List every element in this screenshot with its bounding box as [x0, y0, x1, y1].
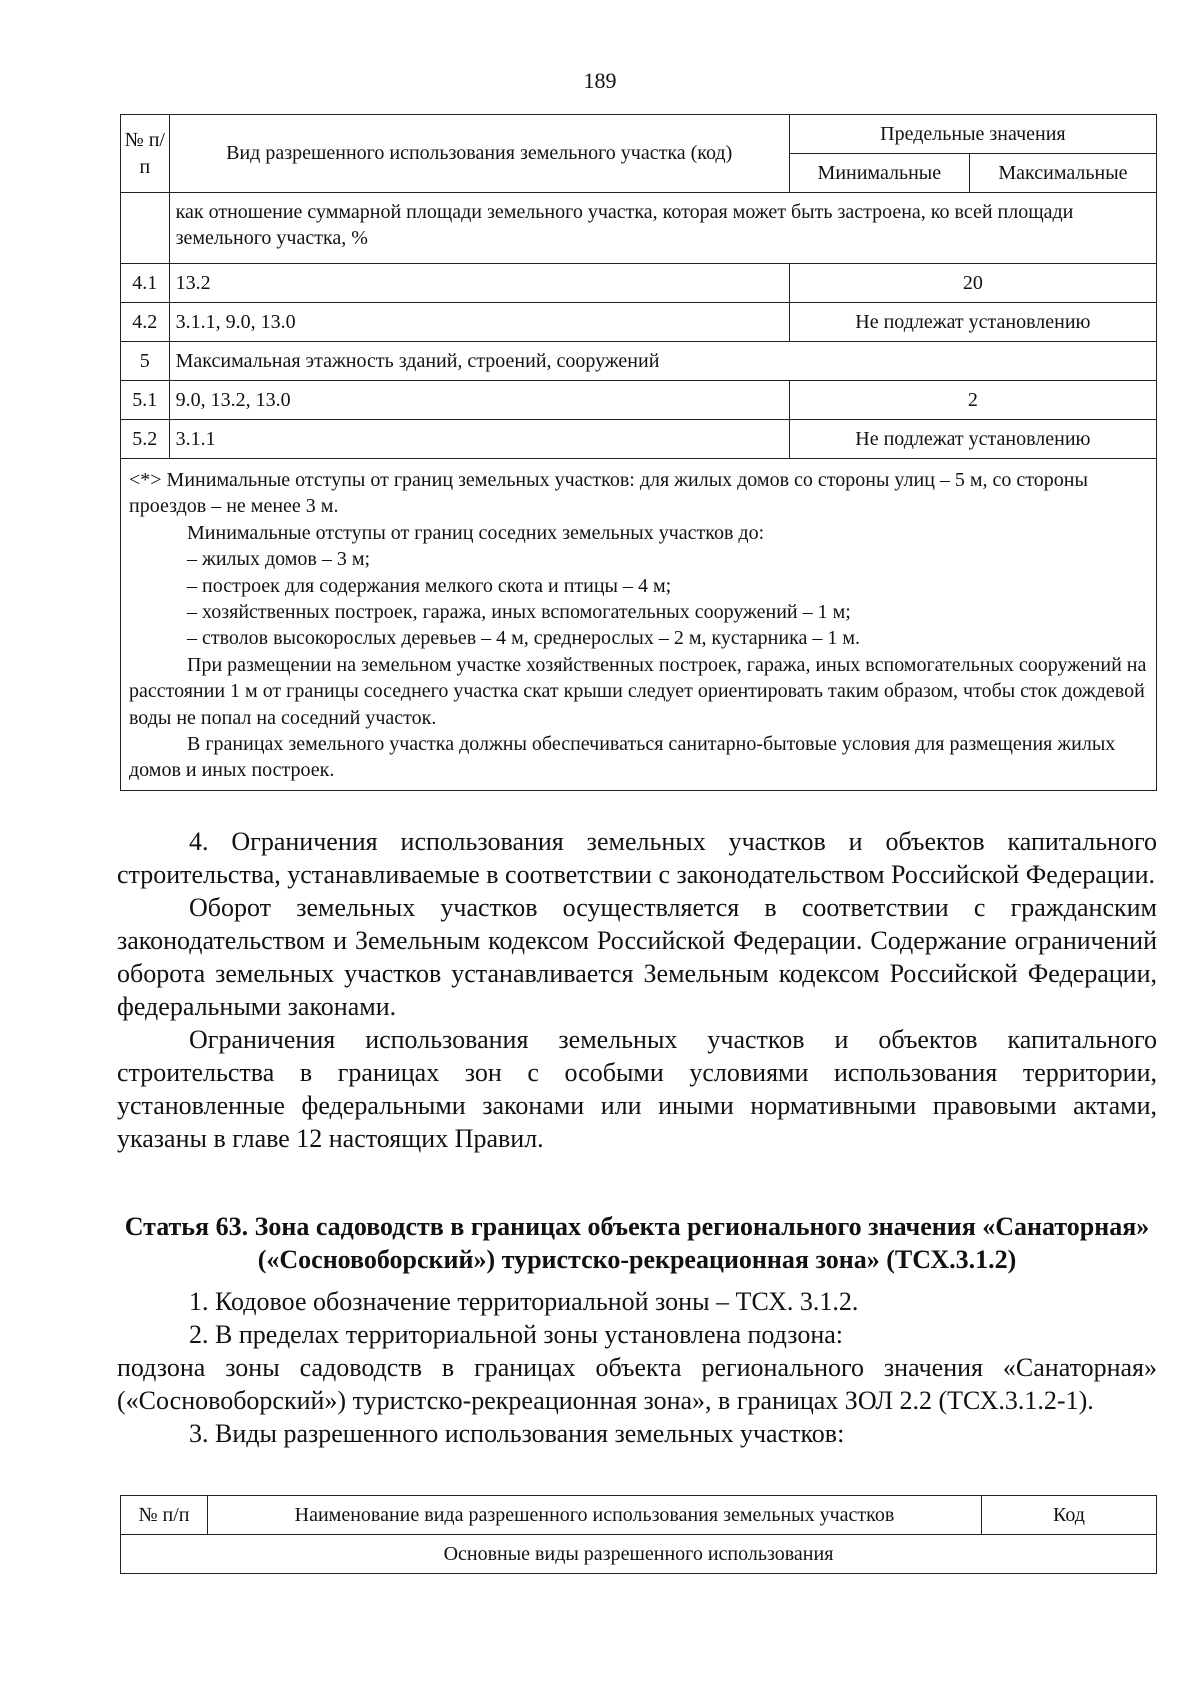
note-dash-item: – хозяйственных построек, гаража, иных вспомогательных сооружений – 1 м; [187, 600, 851, 623]
row-num: 5.2 [121, 420, 170, 459]
header-limits: Предельные значения [789, 115, 1156, 154]
table-row [121, 303, 1157, 342]
table-row [121, 264, 1157, 303]
row-num: 4.1 [121, 264, 170, 303]
continued-text: как отношение суммарной площади земельного участка, которая может быть застроена, ко всей площади земельного участка, % [169, 193, 1156, 264]
paragraph: 4. Ограничения использования земельных участков и объектов капитального строительства, устанавливаемые в соответствии с законодательством Российской Федерации. [117, 827, 1157, 889]
body-text-section [117, 825, 1157, 1155]
note-dash-item: – жилых домов – 3 м; [187, 548, 371, 571]
row-code: 3.1.1, 9.0, 13.0 [169, 303, 789, 342]
note-dash-item: – построек для содержания мелкого скота и птицы – 4 м; [187, 574, 672, 597]
paragraph: 3. Виды разрешенного использования земельных участков: [189, 1419, 845, 1448]
header-num: № п/п [121, 115, 170, 193]
section-row: Основные виды разрешенного использования [121, 1535, 1157, 1574]
row-num: 4.2 [121, 303, 170, 342]
header-kind: Вид разрешенного использования земельного участка (код) [169, 115, 789, 193]
note-roof: При размещении на земельном участке хозяйственных построек, гаража, иных вспомогательных сооружений на расстоянии 1 м от границы соседнего участка скат крыши следует ориентировать таким образом, чтобы сток дождевой воды не попал на соседний участок. [129, 653, 1147, 729]
table-row [121, 420, 1157, 459]
permitted-uses-table [120, 1495, 1157, 1574]
row-value: 2 [789, 381, 1156, 420]
row-num: 5.1 [121, 381, 170, 420]
limits-table [120, 114, 1157, 791]
header-max: Максимальные [969, 154, 1156, 193]
header-min: Минимальные [789, 154, 969, 193]
row-num: 5 [121, 342, 170, 381]
paragraph: Оборот земельных участков осуществляется в соответствии с гражданским законодательством и Земельным кодексом Российской Федерации. Содержание ограничений оборота земельных участков устанавливается Земельным кодексом Российской Федерации, федеральными законами. [117, 893, 1157, 1021]
row-value: Не подлежат установлению [789, 420, 1156, 459]
row-code: 13.2 [169, 264, 789, 303]
row-value: Не подлежат установлению [789, 303, 1156, 342]
table-cell [121, 193, 170, 264]
row-code: 3.1.1 [169, 420, 789, 459]
header-num: № п/п [121, 1496, 208, 1535]
header-code: Код [982, 1496, 1157, 1535]
paragraph: подзона зоны садоводств в границах объекта регионального значения «Санаторная» («Сосновоборский») туристско-рекреационная зона», в границах ЗОЛ 2.2 (ТСХ.3.1.2-1). [117, 1353, 1157, 1415]
page-number: 189 [583, 68, 617, 93]
note-sanitary: В границах земельного участка должны обеспечиваться санитарно-бытовые условия для размещения жилых домов и иных построек. [129, 732, 1116, 782]
row-code: 9.0, 13.2, 13.0 [169, 381, 789, 420]
note-dash-item: – стволов высокорослых деревьев – 4 м, среднерослых – 2 м, кустарника – 1 м. [187, 627, 861, 650]
article-heading: Статья 63. Зона садоводств в границах объекта регионального значения «Санаторная» («Сосновоборский») туристско-рекреационная зона» (ТСХ.3.1.2) [124, 1212, 1150, 1274]
paragraph: Ограничения использования земельных участков и объектов капитального строительства в границах зон с особыми условиями использования территории, установленные федеральными законами или иными нормативными правовыми актами, указаны в главе 12 настоящих Правил. [117, 1025, 1157, 1153]
paragraph: 2. В пределах территориальной зоны установлена подзона: [189, 1320, 843, 1349]
table-row [121, 342, 1157, 381]
row-value: 20 [789, 264, 1156, 303]
row-code: Максимальная этажность зданий, строений, сооружений [169, 342, 1156, 381]
article-text-section [117, 1285, 1157, 1450]
note-setbacks: <*> Минимальные отступы от границ земельных участков: для жилых домов со стороны улиц – 5 м, со стороны проездов – не менее 3 м. [129, 469, 1088, 518]
header-name: Наименование вида разрешенного использования земельных участков [208, 1496, 982, 1535]
notes-cell [121, 459, 1157, 791]
paragraph: 1. Кодовое обозначение территориальной зоны – ТСХ. 3.1.2. [189, 1287, 859, 1316]
table-row [121, 381, 1157, 420]
note-neighbor: Минимальные отступы от границ соседних земельных участков до: [187, 521, 765, 544]
